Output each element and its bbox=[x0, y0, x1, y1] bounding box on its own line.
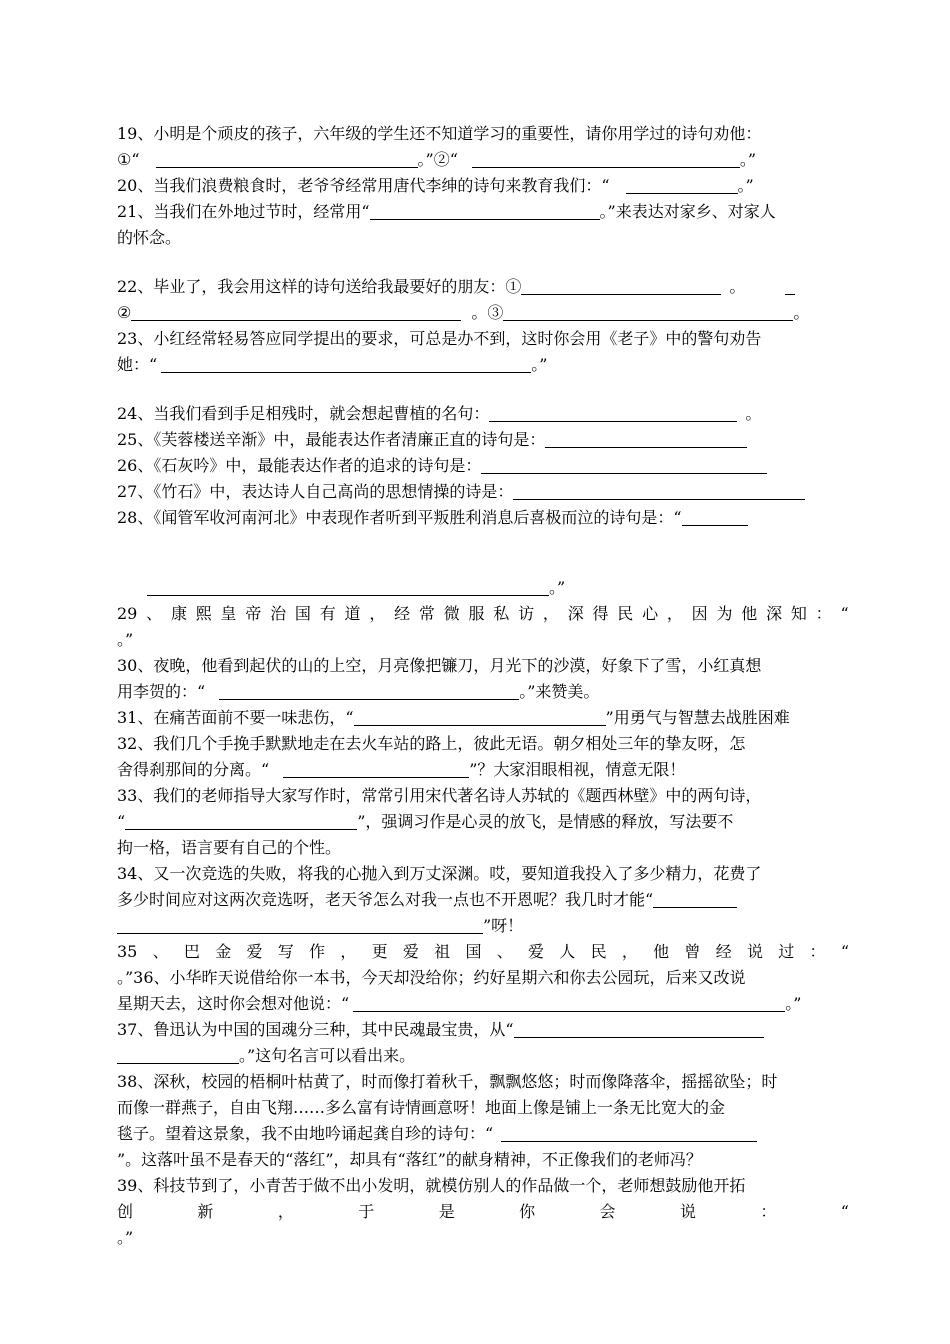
answer-blank[interactable] bbox=[513, 481, 805, 500]
question-35: 35 、 巴 金 爱 写 作 ， 更 爱 祖 国 、 爱 人 民 ， 他 曾 经 说 过 ： “ bbox=[117, 942, 849, 961]
question-29: 29 、 康 熙 皇 帝 治 国 有 道 ， 经 常 微 服 私 访 ， 深 得 民 心 ， 因 为 他 深 知 ： “ bbox=[117, 604, 849, 623]
answer-blank[interactable] bbox=[626, 175, 738, 194]
question-30: 30、夜晚，他看到起伏的山的上空，月亮像把镰刀，月光下的沙漠，好象下了雪，小红真想 bbox=[117, 656, 762, 675]
answer-blank[interactable] bbox=[219, 681, 519, 700]
answer-blank[interactable] bbox=[370, 201, 600, 220]
answer-blank[interactable] bbox=[117, 1045, 239, 1064]
question-20: 20、当我们浪费粮食时，老爷爷经常用唐代李绅的诗句来教育我们：“ 。” bbox=[117, 176, 754, 195]
answer-blank[interactable] bbox=[481, 455, 767, 474]
question-22: 22、毕业了，我会用这样的诗句送给我最要好的朋友：① 。 bbox=[117, 274, 849, 300]
answer-blank[interactable] bbox=[489, 403, 737, 422]
question-37: 37、鲁迅认为中国的国魂分三种，其中民魂最宝贵，从“ bbox=[117, 1017, 849, 1043]
answer-blank[interactable] bbox=[653, 889, 737, 908]
answer-blank[interactable] bbox=[472, 149, 740, 168]
question-28: 28、《闻管军收河南河北》中表现作者听到平叛胜利消息后喜极而泣的诗句是：“ bbox=[117, 505, 849, 531]
worksheet: 19、小明是个顽皮的孩子，六年级的学生还不知道学习的重要性，请你用学过的诗句劝他： ①“ 。”②“ 。” 20、当我们浪费粮食时，老爷爷经常用唐代李绅的诗句来教育我们：“ 。” 21、当我们在外地过节时，经常用“ 。”来表达对家乡、对家人 的怀念。 22、毕业了，我会用这样的诗句送给我最要好的朋友：① 。 ② 。③ 。 23、小红经常轻易答应同学提出的要求，可总是办不到，这时你会用《老子》中的警句劝告 她：“ 。” 24、当我们看到手足相残时，就会想起曹植的名句： 。 25、《芙蓉楼送辛渐》中，最能表达作者清廉正直的诗句是： 26、《石灰吟》中，最能表达作者的追求的诗句是： 27、《竹石》中，表达诗人自己高尚的思想情操的诗是： 28、《闻管军收河南河北》中表现作者听到平叛胜利消息后喜极而泣的诗句是：“ 。” 29 、 康 熙 皇 帝 治 国 有 道 ， 经 常 微 服 私 访 ， 深 得 民 心 ， 因 为 他 深 知 ： “ 。” 30、夜晚，他看到起伏的山的上空，月亮像把镰刀，月光下的沙漠，好象下了雪，小红真想 用李贺的：“ 。”来赞美。 31、在痛苦面前不要一味悲伤，“ ”用勇气与智慧去战胜困难 32、我们几个手挽手默默地走在去火车站的路上，彼此无语。朝夕相处三年的挚友呀，怎 舍得刹那间的分离。“ ”？大家泪眼相视，情意无限！ 33、我们的老师指导大家写作时，常常引用宋代著名诗人苏轼的《题西林壁》中的两句诗， “ ”，强调习作是心灵的放飞，是情感的释放，写法要不 拘一格，语言要有自己的个性。 34、又一次竞选的失败，将我的心抛入到万丈深渊。哎，要知道我投入了多少精力，花费了 多少时间应对这两次竞选呀，老天爷怎么对我一点也不开恩呢？我几时才能“ ”呀！ 35 、 巴 金 爱 写 作 ， 更 爱 祖 国 、 爱 人 民 ， 他 曾 经 说 过 ： “ 。”36、小华昨天说借给你一本书，今天却没给你；约好星期六和你去公园玩，后来又改说 星期天去，这时你会想对他说：“ 。” 37、鲁迅认为中国的国魂分三种，其中民魂最宝贵，从“ 。”这句名言可以看出来。 38、深秋，校园的梧桐叶枯黄了，时而像打着秋千，飘飘悠悠；时而像降落伞，摇摇欲坠；时 而像一群燕子，自由飞翔……多么富有诗情画意呀！地面上像是铺上一条无比宽大的金 毯子。望着这景象，我不由地吟诵起龚自珍的诗句：“ ”。这落叶虽不是春天的“落红”，却具有“落红”的献身精神，不正像我们的老师冯？ 39、科技节到了，小青苦于做不出小发明，就模仿别人的作品做一个，老师想鼓励他开拓 创 新 ， 于 是 你 会 说 ： “ 。” bbox=[117, 121, 849, 1251]
question-36: 。”36、小华昨天说借给你一本书，今天却没给你；约好星期六和你去公园玩，后来又改说 bbox=[117, 968, 746, 987]
question-39: 39、科技节到了，小青苦于做不出小发明，就模仿别人的作品做一个，老师想鼓励他开拓 bbox=[117, 1176, 746, 1195]
answer-blank[interactable] bbox=[501, 1123, 757, 1142]
question-19-answers: ①“ 。”②“ 。” bbox=[117, 150, 757, 169]
question-24: 24、当我们看到手足相残时，就会想起曹植的名句： 。 bbox=[117, 404, 762, 423]
question-23: 23、小红经常轻易答应同学提出的要求，可总是办不到，这时你会用《老子》中的警句劝告 bbox=[117, 329, 762, 348]
answer-blank[interactable] bbox=[521, 276, 721, 295]
answer-blank[interactable] bbox=[354, 707, 606, 726]
question-31: 31、在痛苦面前不要一味悲伤，“ ”用勇气与智慧去战胜困难 bbox=[117, 708, 790, 727]
answer-blank[interactable] bbox=[545, 429, 747, 448]
answer-blank[interactable] bbox=[503, 302, 793, 321]
question-19: 19、小明是个顽皮的孩子，六年级的学生还不知道学习的重要性，请你用学过的诗句劝他： bbox=[117, 124, 762, 143]
question-38: 38、深秋，校园的梧桐叶枯黄了，时而像打着秋千，飘飘悠悠；时而像降落伞，摇摇欲坠；时 bbox=[117, 1072, 778, 1091]
answer-blank[interactable] bbox=[353, 993, 785, 1012]
answer-blank[interactable] bbox=[156, 149, 418, 168]
question-27: 27、《竹石》中，表达诗人自己高尚的思想情操的诗是： bbox=[117, 479, 849, 505]
answer-blank[interactable] bbox=[682, 507, 748, 526]
answer-blank[interactable] bbox=[117, 915, 483, 934]
question-33: 33、我们的老师指导大家写作时，常常引用宋代著名诗人苏轼的《题西林壁》中的两句诗， bbox=[117, 786, 762, 805]
question-25: 25、《芙蓉楼送辛渐》中，最能表达作者清廉正直的诗句是： bbox=[117, 427, 849, 453]
answer-blank[interactable] bbox=[161, 354, 531, 373]
question-34: 34、又一次竞选的失败，将我的心抛入到万丈深渊。哎，要知道我投入了多少精力，花费了 bbox=[117, 864, 762, 883]
answer-blank[interactable] bbox=[283, 759, 469, 778]
answer-blank[interactable] bbox=[131, 302, 461, 321]
answer-blank[interactable] bbox=[514, 1019, 764, 1038]
question-21: 21、当我们在外地过节时，经常用“ 。”来表达对家乡、对家人 bbox=[117, 202, 776, 221]
question-26: 26、《石灰吟》中，最能表达作者的追求的诗句是： bbox=[117, 453, 849, 479]
answer-blank[interactable] bbox=[125, 811, 357, 830]
question-22-answers: ② 。③ 。 bbox=[117, 303, 810, 322]
question-32: 32、我们几个手挽手默默地走在去火车站的路上，彼此无语。朝夕相处三年的挚友呀，怎 bbox=[117, 734, 746, 753]
answer-blank[interactable] bbox=[147, 577, 549, 596]
